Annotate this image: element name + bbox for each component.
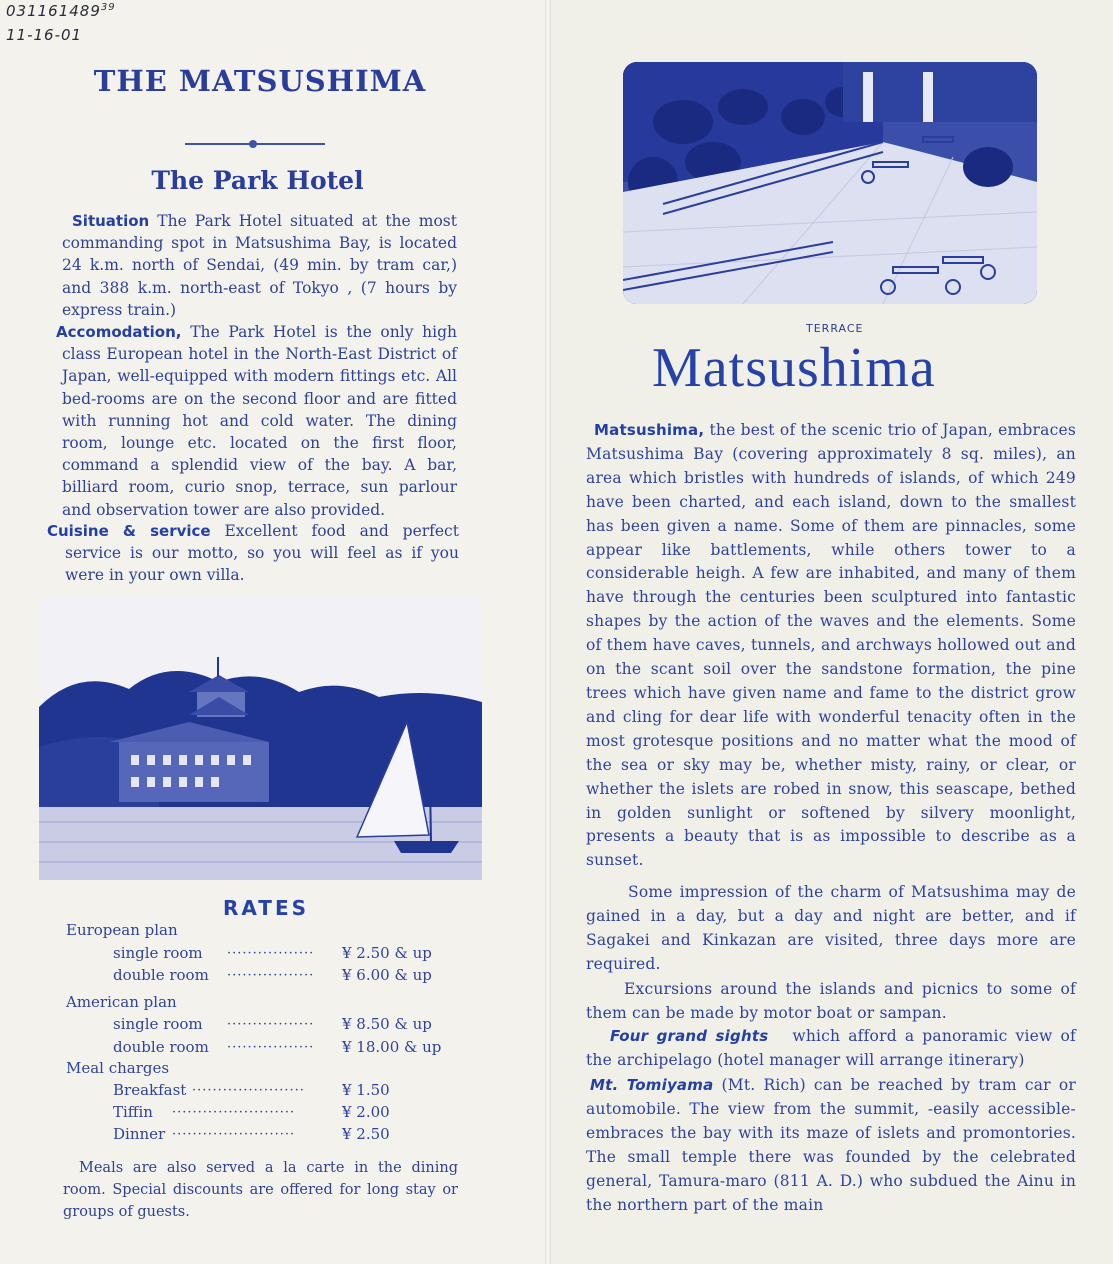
page-fold [545,0,551,1264]
catalog-number-sup: 39 [100,2,116,13]
rate-label: double room [113,966,209,984]
situation-text: The Park Hotel situated at the most commanding spot in Matsushima Bay, is located 24 k.m. north of Sendai, (49 min. by tram car,) and 388 k.m. north-east of Tokyo , (7 hours by express train.) [62,212,457,319]
rate-price: ¥ 8.50 & up [342,1015,432,1033]
catalog-date: 11-16-01 [6,26,83,44]
ornamental-rule [185,143,325,145]
rate-price: ¥ 1.50 [342,1081,390,1099]
rate-price: ¥ 6.00 & up [342,966,432,984]
catalog-number-text: 031161489 [6,2,101,20]
rate-label: double room [113,1038,209,1056]
accomodation-label: Accomodation, [56,323,182,341]
situation-paragraph [62,210,457,321]
terrace-photo-graphic [623,62,1037,304]
tomiyama-text: (Mt. Rich) can be reached by tram car or automobile. The view from the summit, -easily accessible-embraces the bay with its maze of islets and promontories. The small temple there was founded by the celebrated general, Tamura-maro (811 A. D.) who subdued the Ainu in the northern part of the main [586,1076,1076,1214]
rate-price: ¥ 2.00 [342,1103,390,1121]
excursions-paragraph: Excursions around the islands and picnics to some of them can be made by motor boat or sampan. [586,980,1076,1022]
leader-dots: ························ [172,1127,296,1142]
accomodation-paragraph [56,321,457,521]
sights-text: which afford a panoramic view of the archipelago (hotel manager will arrange itinerary) [586,1027,1076,1069]
brochure-title: THE MATSUSHIMA [93,64,427,98]
leader-dots: ················· [227,968,315,983]
matsushima-title: Matsushima [652,337,936,399]
terrace-photo [623,62,1037,304]
meal-charges-label: Meal charges [66,1059,170,1077]
hotel-name: The Park Hotel [151,166,364,195]
sights-paragraph [586,1025,1076,1073]
rate-label: Tiffin [113,1103,153,1121]
rate-price: ¥ 18.00 & up [342,1038,442,1056]
tomiyama-paragraph [586,1074,1076,1217]
rate-label: Breakfast [113,1081,187,1099]
rate-price: ¥ 2.50 & up [342,944,432,962]
situation-label: Situation [72,212,150,230]
rates-footnote: Meals are also served a la carte in the dining room. Special discounts are offered for long stay or groups of guests. [63,1160,458,1221]
rate-price: ¥ 2.50 [342,1125,390,1143]
intro-paragraph [586,419,1076,873]
sights-label: Four grand sights [610,1027,769,1045]
leader-dots: ················· [227,1040,315,1055]
leader-dots: ················· [227,1017,315,1032]
rate-label: single room [113,1015,203,1033]
cuisine-paragraph [47,520,459,587]
leader-dots: ························ [172,1105,296,1120]
leader-dots: ······················ [192,1083,305,1098]
hotel-photo-graphic [39,597,482,880]
intro-label: Matsushima, [594,421,705,439]
cuisine-text: Excellent food and perfect service is our motto, so you will feel as if you were in your own villa. [65,522,459,585]
terrace-caption: TERRACE [806,322,864,335]
tomiyama-label: Mt. Tomiyama [590,1076,714,1094]
rate-label: single room [113,944,203,962]
accomodation-text: The Park Hotel is the only high class European hotel in the North-East District of Japan, well-equipped with modern fittings etc. All bed-rooms are on the second floor and are fitted with running hot and cold water. The dining room, lounge etc. located on the first floor, command a splendid view of the bay. A bar, billiard room, curio snop, terrace, sun parlour and observation tower are also provided. [62,323,457,519]
rates-heading: RATES [222,896,310,920]
hotel-photo [39,597,482,880]
impression-paragraph: Some impression of the charm of Matsushima may de gained in a day, but a day and night are better, and if Sagakei and Kinkazan are visited, three days more are required. [586,883,1076,973]
european-plan-label: European plan [66,921,178,939]
intro-text: the best of the scenic trio of Japan, embraces Matsushima Bay (covering approximately 8 sq. miles), an area which bristles with hundreds of islands, of which 249 have been charted, and each island, down to the smallest has been given a name. Some of them are pinnacles, some appear like battlements, while others tower to a considerable heigh. A few are inhabited, and many of them have through the centuries been sculptured into fantastic shapes by the action of the waves and the elements. Some of them have caves, tunnels, and archways hollowed out and on the scant soil over the sandstone formation, the pine trees which have given name and fame to the district grow and cling for dear life with wonderful tenacity often in the most grotesque positions and no matter what the mood of the sea or sky may be, whether misty, rainy, or clear, or whether the islets are robed in snow, this seascape, bethed in golden sunlight or softened by silvery moonlight, presents a beauty that is as impossible to describe as a sunset. [586,421,1076,870]
cuisine-label: Cuisine & service [47,522,211,540]
american-plan-label: American plan [66,993,177,1011]
leader-dots: ················· [227,946,315,961]
catalog-number [6,2,116,20]
rate-label: Dinner [113,1125,166,1143]
